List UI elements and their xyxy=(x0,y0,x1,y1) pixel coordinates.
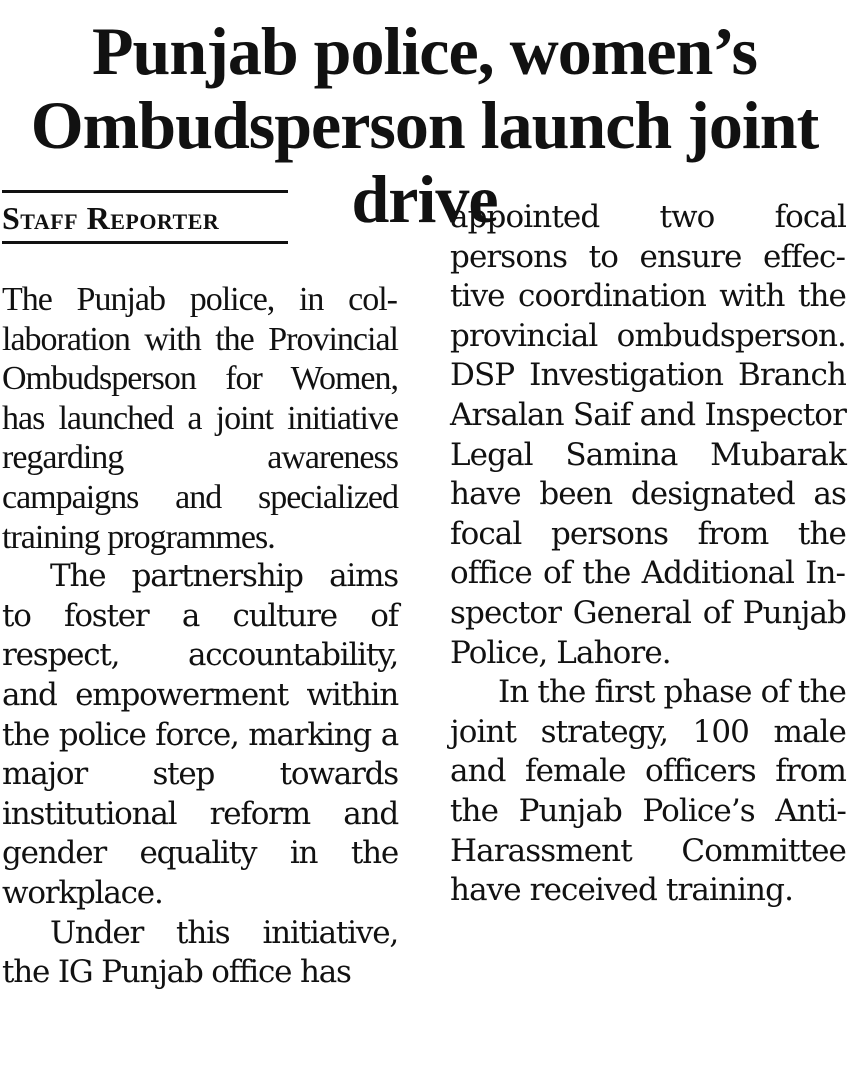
paragraph-4: In the first phase of the joint strategy, 100 male and female officers from the Punjab Police’s Anti-Harassment Committee have received training. xyxy=(450,674,846,909)
headline-line-2: Ombudsperson launch joint drive xyxy=(30,87,819,237)
headline-line-1: Punjab police, women’s xyxy=(92,13,757,89)
paragraph-2: The partnership aims to foster a culture of respect, accountability, and empowerment within the police force, marking a major step towards institutional reform and gender equality in the workplace. xyxy=(2,558,398,911)
article-column-left xyxy=(2,280,398,993)
paragraph-3-end: appointed two focal persons to ensure effective coordination with the provincial ombudsperson. DSP Investigation Branch Arsalan Saif and Inspector Legal Samina Mubarak have been designated as focal persons from the office of the Additional Inspector General of Punjab Police, Lahore. xyxy=(450,199,846,671)
article-column-right xyxy=(450,198,846,911)
byline: Staff Reporter xyxy=(2,190,288,244)
paragraph-1: The Punjab police, in collaboration with the Provincial Ombudsperson for Women, has launched a joint initiative regarding awareness campaigns and specialized training programmes. xyxy=(2,281,398,556)
paragraph-3-start: Under this initiative, the IG Punjab office has xyxy=(2,914,398,991)
